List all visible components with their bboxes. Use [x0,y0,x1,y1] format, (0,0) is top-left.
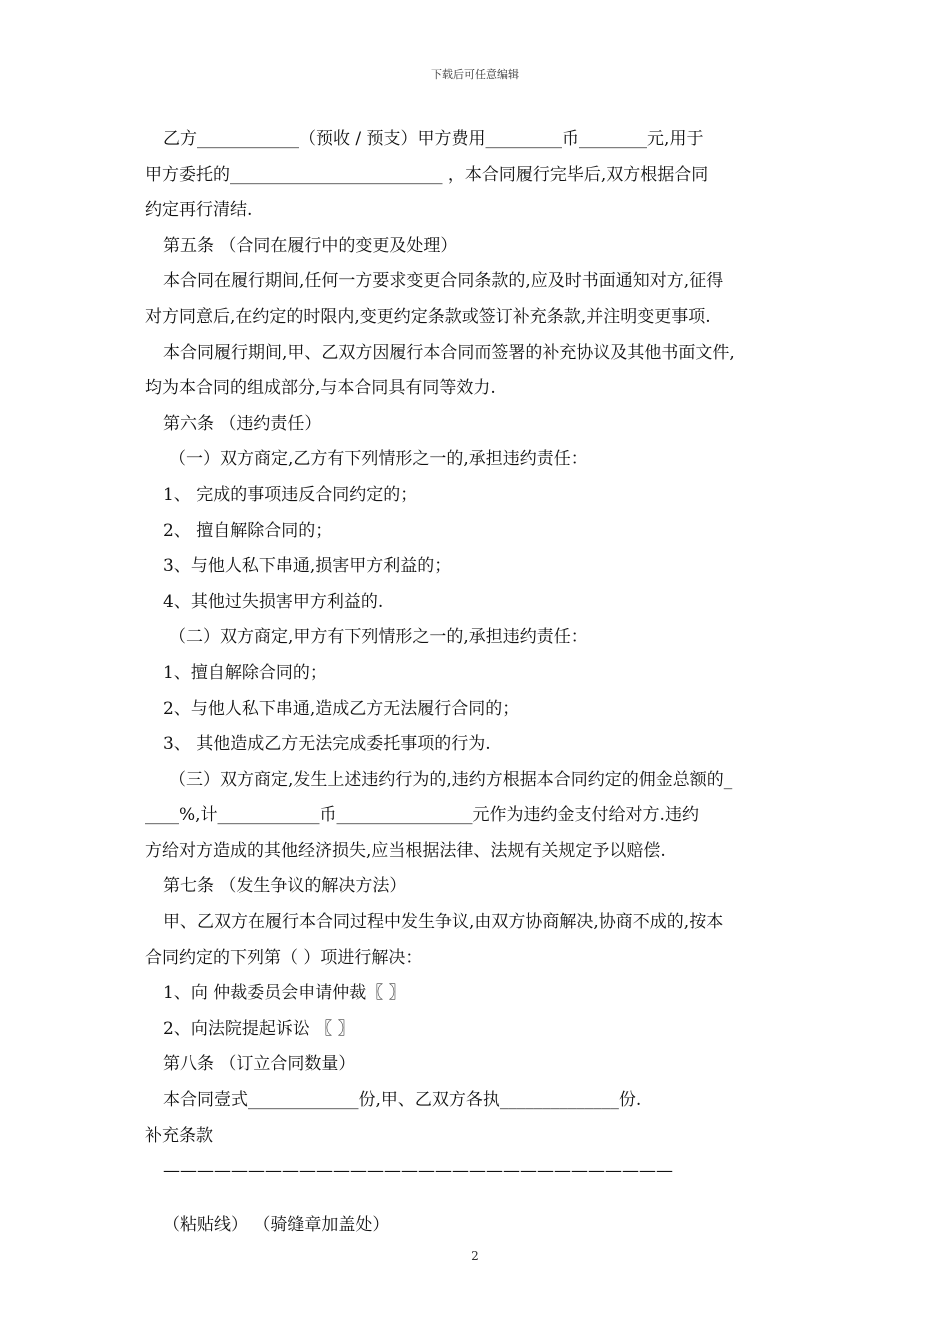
list-item: 3、 其他造成乙方无法完成委托事项的行为. [163,734,491,755]
text-line: ____%,计____________币________________元作为违约金支付给对方.违约 [145,805,699,826]
contract-body [145,122,825,1243]
section-heading: 第五条 （合同在履行中的变更及处理） [163,235,458,256]
section-heading: 第八条 （订立合同数量） [163,1054,356,1075]
list-item: 3、与他人私下串通,损害甲方利益的； [163,556,452,577]
text-line: 甲、乙双方在履行本合同过程中发生争议,由双方协商解决,协商不成的,按本 [163,912,724,933]
text-line: 本合同壹式_____________份,甲、乙双方各执______________份. [163,1090,642,1111]
page-number: 2 [471,1249,479,1263]
section-heading: 第六条 （违约责任） [163,413,322,434]
clause-heading: （三）双方商定,发生上述违约行为的,违约方根据本合同约定的佣金总额的_ [169,769,733,790]
list-item: 2、与他人私下串通,造成乙方无法履行合同的； [163,698,520,719]
clause-heading: （一）双方商定,乙方有下列情形之一的,承担违约责任： [169,449,588,470]
text-line: 合同约定的下列第（ ）项进行解决： [145,947,423,968]
text-line: 对方同意后,在约定的时限内,变更约定条款或签订补充条款,并注明变更事项. [145,306,711,327]
paste-line-note: （粘贴线） （骑缝章加盖处） [163,1214,390,1235]
section-heading: 第七条 （发生争议的解决方法） [163,876,407,897]
text-line: 约定再行清结. [145,200,253,221]
list-item: 1、擅自解除合同的； [163,662,327,683]
list-item: 1、向 仲裁委员会申请仲裁〖 〗 [163,983,406,1004]
supplementary-heading: 补充条款 [145,1125,213,1146]
spacer [145,1190,825,1208]
text-line: 方给对方造成的其他经济损失,应当根据法律、法规有关规定予以赔偿. [145,840,666,861]
text-line: 乙方____________（预收 / 预支）甲方费用_________币________元,用于 [163,129,704,149]
text-line: 甲方委托的_________________________ ，本合同履行完毕后,双方根据合同 [145,164,709,185]
list-item: 2、向法院提起诉讼 〖 〗 [163,1018,355,1039]
list-item: 4、其他过失损害甲方利益的. [163,591,384,612]
text-line: 均为本合同的组成部分,与本合同具有同等效力. [145,378,496,399]
text-line: 本合同在履行期间,任何一方要求变更合同条款的,应及时书面通知对方,征得 [163,271,724,292]
list-item: 2、 擅自解除合同的； [163,520,333,541]
text-line: 本合同履行期间,甲、乙双方因履行本合同而签署的补充协议及其他书面文件, [163,342,735,363]
clause-heading: （二）双方商定,甲方有下列情形之一的,承担违约责任： [169,627,588,648]
page-header: 下载后可任意编辑 [431,68,519,81]
list-item: 1、 完成的事项违反合同约定的； [163,484,418,505]
separator-line: —————————————————————————————— [163,1161,673,1182]
